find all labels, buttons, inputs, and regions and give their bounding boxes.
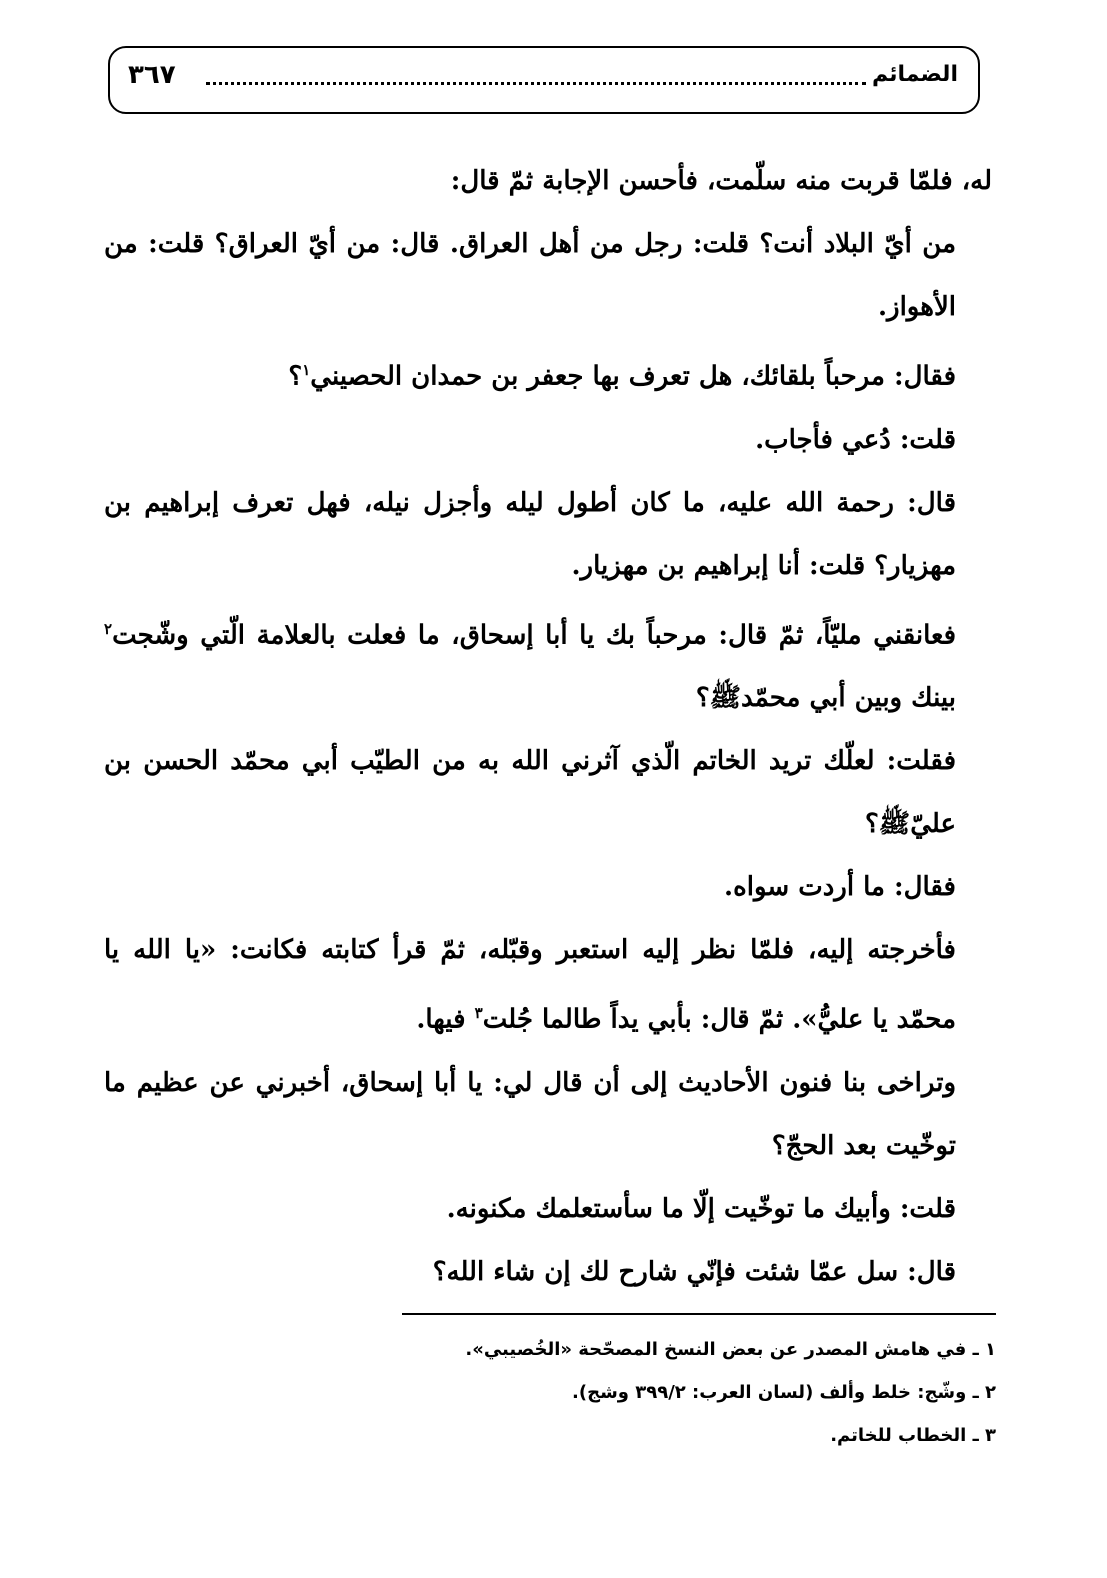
footnote: ٣ ـ الخطاب للخاتم. <box>830 1425 996 1446</box>
main-text <box>104 150 992 1304</box>
footnotes <box>300 1328 996 1457</box>
header-title: الضمائم <box>871 62 958 87</box>
footnote-divider <box>402 1313 996 1315</box>
page-number: ٣٦٧ <box>128 60 176 90</box>
footnote-ref: ٢ <box>104 619 113 638</box>
paragraph: فقال: مرحباً بلقائك، هل تعرف بها جعفر بن حمدان الحصيني$^١$؟ <box>288 361 956 392</box>
paragraph: فقلت: لعلّك تريد الخاتم الّذي آثرني الله به من الطيّب أبي محمّد الحسن بن عليّﷺ؟ <box>104 746 956 840</box>
paragraph: من أيّ البلاد أنت؟ قلت: رجل من أهل العراق. قال: من أيّ العراق؟ قلت: من الأهواز. <box>104 229 956 322</box>
paragraph: له، فلمّا قربت منه سلّمت، فأحسن الإجابة ثمّ قال: <box>450 166 992 196</box>
running-header <box>108 46 980 114</box>
header-dot-leader <box>206 82 866 85</box>
footnote-ref: ٣ <box>474 1004 483 1023</box>
footnote-ref: ١ <box>302 361 311 379</box>
paragraph: قال: رحمة الله عليه، ما كان أطول ليله وأجزل نيله، فهل تعرف إبراهيم بن مهزيار؟ قلت: أنا إبراهيم بن مهزيار. <box>104 487 956 581</box>
paragraph: وتراخى بنا فنون الأحاديث إلى أن قال لي: يا أبا إسحاق، أخبرني عن عظيم ما توخّيت بعد الحجّ؟ <box>104 1067 956 1161</box>
paragraph: قلت: دُعي فأجاب. <box>755 424 956 455</box>
footnote: ١ ـ في هامش المصدر عن بعض النسخ المصحّحة «الخُصيبي». <box>465 1339 996 1360</box>
paragraph: فعانقني مليّاً، ثمّ قال: مرحباً بك يا أبا إسحاق، ما فعلت بالعلامة الّتي وشّجت$^٢$ بينك وبين أبي محمّدﷺ؟ <box>104 619 956 714</box>
paragraph: قلت: وأبيك ما توخّيت إلّا ما سأستعلمك مكنونه. <box>446 1193 956 1224</box>
paragraph: فأخرجته إليه، فلمّا نظر إليه استعبر وقبّله، ثمّ قرأ كتابته فكانت: «يا الله يا محمّد يا عليُّ». ثمّ قال: بأبي يداً طالما جُلت$^٣$ فيها. <box>104 935 956 1035</box>
footnote: ٢ ـ وشّج: خلط وألف (لسان العرب: ٣٩٩/٢ وشج). <box>572 1382 996 1403</box>
paragraph: فقال: ما أردت سواه. <box>724 872 956 903</box>
paragraph: قال: سل عمّا شئت فإنّي شارح لك إن شاء الله؟ <box>432 1256 956 1287</box>
